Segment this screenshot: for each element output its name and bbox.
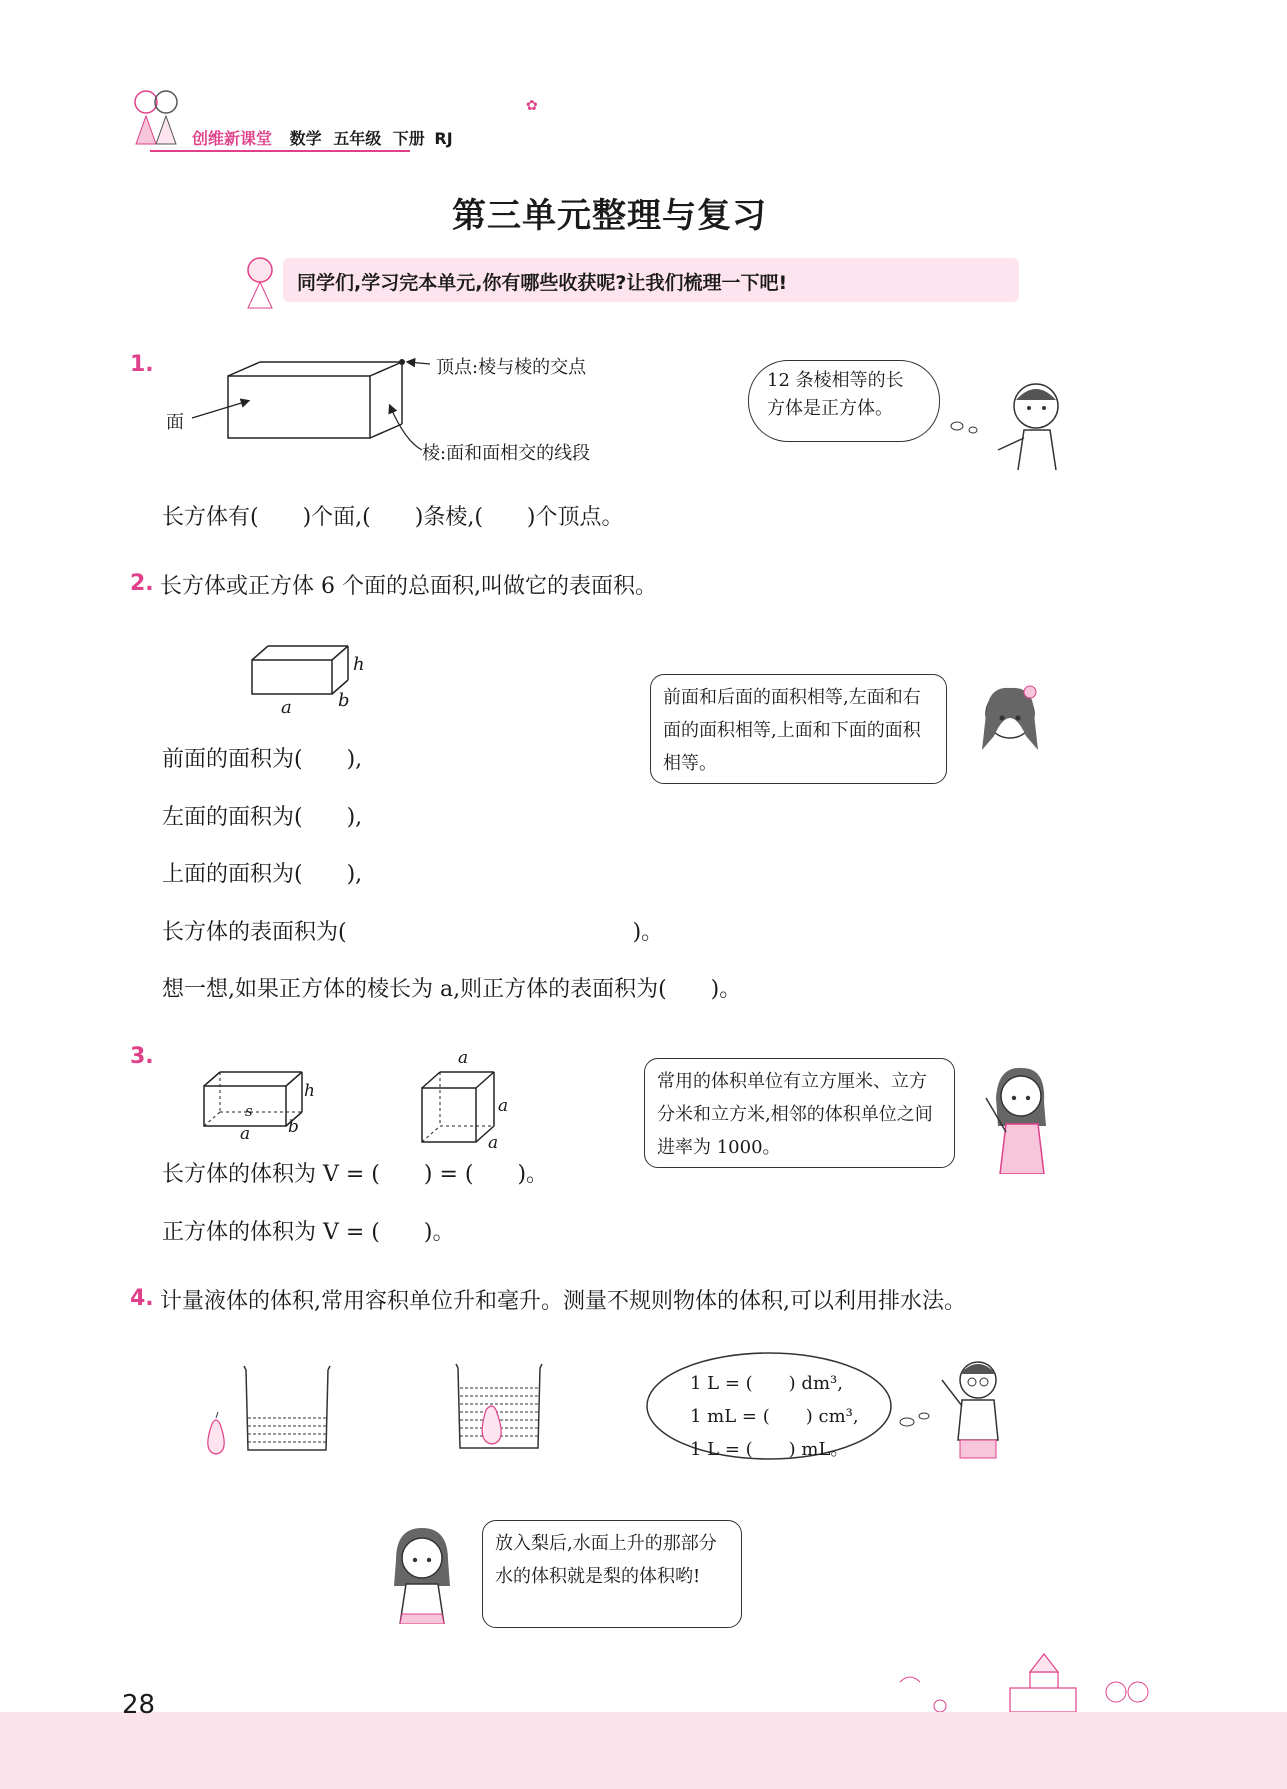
speech-bubble-q2	[650, 674, 947, 784]
page-title: 第三单元整理与复习	[452, 196, 767, 236]
q1-fill-line: 长方体有( )个面,( )条棱,( )个顶点。	[162, 505, 624, 530]
speech-bubble-q2-text: 前面和后面的面积相等,左面和右面的面积相等,上面和下面的面积相等。	[663, 687, 921, 774]
brand-name: 创维新课堂	[192, 129, 273, 148]
q3-line-1: 长方体的体积为 V = ( ) = ( )。	[162, 1162, 549, 1187]
volume: 下册	[392, 129, 425, 148]
question-number-1: 1.	[130, 352, 154, 377]
q3-label-h: h	[304, 1081, 315, 1101]
q4-statement: 计量液体的体积,常用容积单位升和毫升。测量不规则物体的体积,可以利用排水法。	[160, 1289, 966, 1314]
speech-bubble-q4	[482, 1520, 742, 1628]
q2-line-1: 前面的面积为( ),	[162, 747, 363, 772]
cube-label-right: a	[498, 1096, 509, 1116]
q2-line-2: 左面的面积为( ),	[162, 805, 363, 830]
q2-line-3: 上面的面积为( ),	[162, 862, 363, 887]
q3-label-b: b	[288, 1117, 299, 1137]
q2-line-4: 长方体的表面积为( )。	[162, 920, 664, 945]
question-number-3: 3.	[130, 1044, 154, 1069]
subject: 数学	[289, 129, 322, 148]
cuboid-diagram-2	[240, 640, 380, 720]
boy-character-icon	[994, 378, 1074, 474]
label-b: b	[338, 690, 350, 711]
label-h: h	[353, 654, 365, 675]
beaker-with-pear-outside	[196, 1360, 336, 1460]
thought-dots	[950, 420, 980, 440]
footer-band	[0, 1712, 1287, 1789]
cube-label-bottom: a	[488, 1133, 499, 1153]
question-number-2: 2.	[130, 571, 154, 596]
footer-decoration	[880, 1652, 1170, 1720]
speech-bubble-q1	[748, 360, 940, 442]
page-number: 28	[122, 1690, 156, 1720]
face-label: 面	[166, 412, 184, 433]
unit-line-2: 1 mL = ( ) cm³,	[690, 1406, 859, 1427]
unit-line-1: 1 L = ( ) dm³,	[690, 1373, 843, 1394]
banner-mascot	[238, 254, 282, 310]
boy-with-glasses-icon	[934, 1354, 1014, 1470]
grade: 五年级	[333, 129, 382, 148]
q3-line-2: 正方体的体积为 V = ( )。	[162, 1220, 455, 1245]
edition: RJ	[434, 129, 453, 148]
unit-line-3: 1 L = ( ) mL。	[690, 1439, 849, 1460]
thought-dots-q4	[898, 1410, 932, 1432]
header-line	[192, 126, 453, 149]
header-underline	[150, 150, 410, 152]
q3-label-a: a	[240, 1124, 251, 1144]
banner-text: 同学们,学习完本单元,你有哪些收获呢?让我们梳理一下吧!	[297, 272, 788, 294]
question-number-4: 4.	[130, 1286, 154, 1311]
girl-character-icon	[970, 680, 1050, 770]
speech-bubble-q1-text: 12 条棱相等的长方体是正方体。	[767, 370, 904, 419]
flower-icon: ✿	[526, 98, 538, 114]
label-a: a	[281, 697, 292, 718]
teacher-character-icon	[980, 1062, 1060, 1178]
speech-bubble-q3	[644, 1058, 955, 1168]
header-mascot	[126, 84, 186, 152]
girl-reading-icon	[382, 1524, 462, 1628]
q2-line-5: 想一想,如果正方体的棱长为 a,则正方体的表面积为( )。	[162, 977, 742, 1002]
edge-label: 棱:面和面相交的线段	[422, 443, 591, 464]
vertex-label: 顶点:棱与棱的交点	[436, 357, 587, 378]
cube-label-top: a	[458, 1048, 469, 1068]
beaker-with-pear-inside	[450, 1358, 550, 1458]
q2-statement: 长方体或正方体 6 个面的总面积,叫做它的表面积。	[160, 574, 657, 599]
speech-bubble-q3-text: 常用的体积单位有立方厘米、立方分米和立方米,相邻的体积单位之间进率为 1000。	[657, 1071, 933, 1158]
speech-bubble-q4-text: 放入梨后,水面上升的那部分水的体积就是梨的体积哟!	[495, 1533, 717, 1587]
q3-label-s: s	[245, 1102, 253, 1120]
